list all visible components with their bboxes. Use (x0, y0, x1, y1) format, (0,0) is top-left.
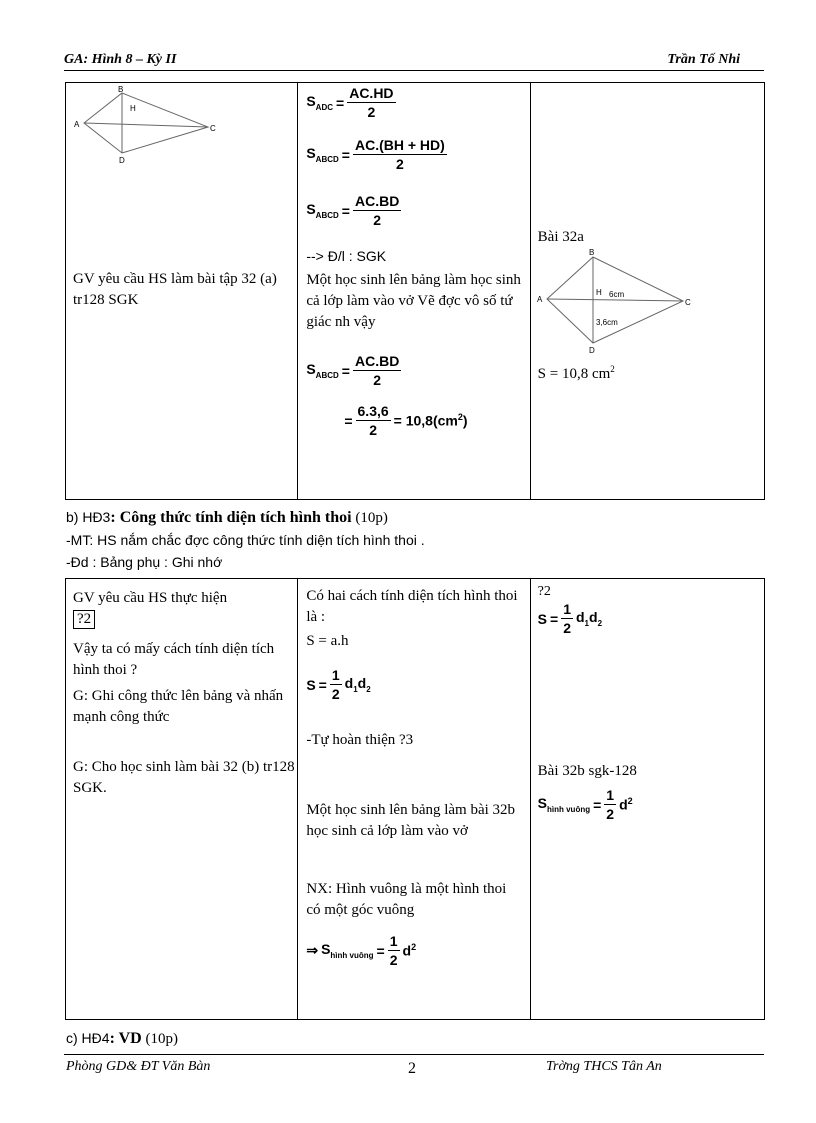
formula-rhombus-area-answer: S = $\frac{1}{2}$ $d_1d_2$ (537, 601, 603, 636)
table2-col1-p1: GV yêu cầu HS thực hiện (73, 590, 228, 606)
formula-square-area-answer: $S_{hình vuông}$ = $\frac{1}{2}$ $d^2$ (537, 787, 633, 822)
label-d: D (588, 346, 595, 355)
section-c-title: c) HĐ4: VD (10p) (66, 1030, 178, 1047)
label-h: H (595, 288, 602, 297)
header-right: Trần Tố Nhi (667, 52, 740, 67)
label-c: C (684, 298, 691, 307)
page-number: 2 (408, 1060, 416, 1077)
formula-s-adc: $S_{ADC}$ = $\frac{AC.HD}{2}$ (306, 85, 394, 120)
table2-col1-p3: G: Ghi công thức lên bảng và nhấn mạnh công thức (73, 688, 284, 725)
formula-s-abcd-sum: $S_{ABCD}$ = $\frac{AC.(BH + HD)}{2}$ (306, 137, 445, 172)
footer-left: Phòng GD& ĐT Văn Bàn (66, 1059, 211, 1074)
table1-col1-text: GV yêu cầu HS làm bài tập 32 (a) tr128 SGK (73, 271, 277, 308)
section-b-title: b) HĐ3: Công thức tính diện tích hình thoi (10p) (66, 509, 388, 526)
table2-col2-p2: S = a.h (306, 633, 349, 649)
label-b: B (588, 248, 594, 257)
section-b-objective: -MT: HS nắm chắc đợc công thức tính diện tích hình thoi . (66, 532, 425, 548)
table2-col2 (298, 579, 530, 1020)
section-b-materials: -Đd : Bảng phụ : Ghi nhớ (66, 554, 223, 570)
table2-col2-p3: -Tự hoàn thiện ?3 (306, 732, 414, 748)
table-1 (65, 82, 765, 500)
table1-col2 (298, 83, 530, 500)
formula-rhombus-area: S = $\frac{1}{2}$ $d_1d_2$ (306, 667, 371, 702)
formula-s-abcd-2: $S_{ABCD}$ = $\frac{AC.BD}{2}$ (306, 353, 400, 388)
label-c: C (210, 124, 216, 133)
label-h: H (130, 104, 136, 113)
formula-square-area: ⇒ $S_{hình vuông}$ = $\frac{1}{2}$ $d^2$ (306, 933, 417, 968)
table2-col2-p4: Một học sinh lên bảng làm bài 32b học sinh cả lớp làm vào vở (306, 802, 516, 839)
rhombus-figure-small (72, 85, 222, 165)
label-d: D (119, 156, 125, 165)
label-hd: 3,6cm (595, 318, 618, 327)
exercise-32a-title: Bài 32a (537, 229, 584, 245)
label-b: B (118, 85, 124, 94)
table2-col2-p5: NX: Hình vuông là một hình thoi có một góc vuông (306, 881, 507, 918)
label-a: A (536, 295, 542, 304)
label-a: A (74, 120, 80, 129)
footer-right: Trờng THCS Tân An (546, 1059, 662, 1074)
formula-s-abcd: $S_{ABCD}$ = $\frac{AC.BD}{2}$ (306, 193, 400, 228)
table2-col3-p1: ?2 (537, 584, 551, 599)
exercise-32b-title: Bài 32b sgk-128 (537, 763, 637, 779)
rhombus-figure-32a (533, 247, 703, 357)
table1-col2-para: Một học sinh lên bảng làm học sinh cả lớp làm vào vở Vẽ đợc vô số tứ giác nh vậy (306, 272, 521, 330)
header-left: GA: Hình 8 – Kỳ II (64, 52, 177, 67)
table2-col1-p4: G: Cho học sinh làm bài 32 (b) tr128 SGK. (73, 759, 295, 796)
table2-col3 (530, 579, 764, 1020)
table2-col1-p2: Vậy ta có mấy cách tính diện tích hình thoi ? (73, 641, 275, 678)
boxed-question-2: ?2 (73, 609, 95, 630)
definition-ref: --> Đ/l : SGK (306, 248, 387, 264)
header-rule (64, 70, 764, 71)
formula-result: = $\frac{6.3,6}{2}$ = $10,8(cm^2)$ (344, 403, 468, 438)
table1-col1 (66, 83, 298, 500)
table2-col2-p1: Có hai cách tính diện tích hình thoi là : (306, 588, 518, 625)
footer-rule (64, 1054, 764, 1055)
exercise-32a-result: S = 10,8 $cm^2$ (537, 364, 615, 382)
table2-col1 (66, 579, 298, 1020)
table1-col3 (530, 83, 764, 500)
label-hc: 6cm (608, 290, 624, 299)
table-2 (65, 578, 765, 1020)
